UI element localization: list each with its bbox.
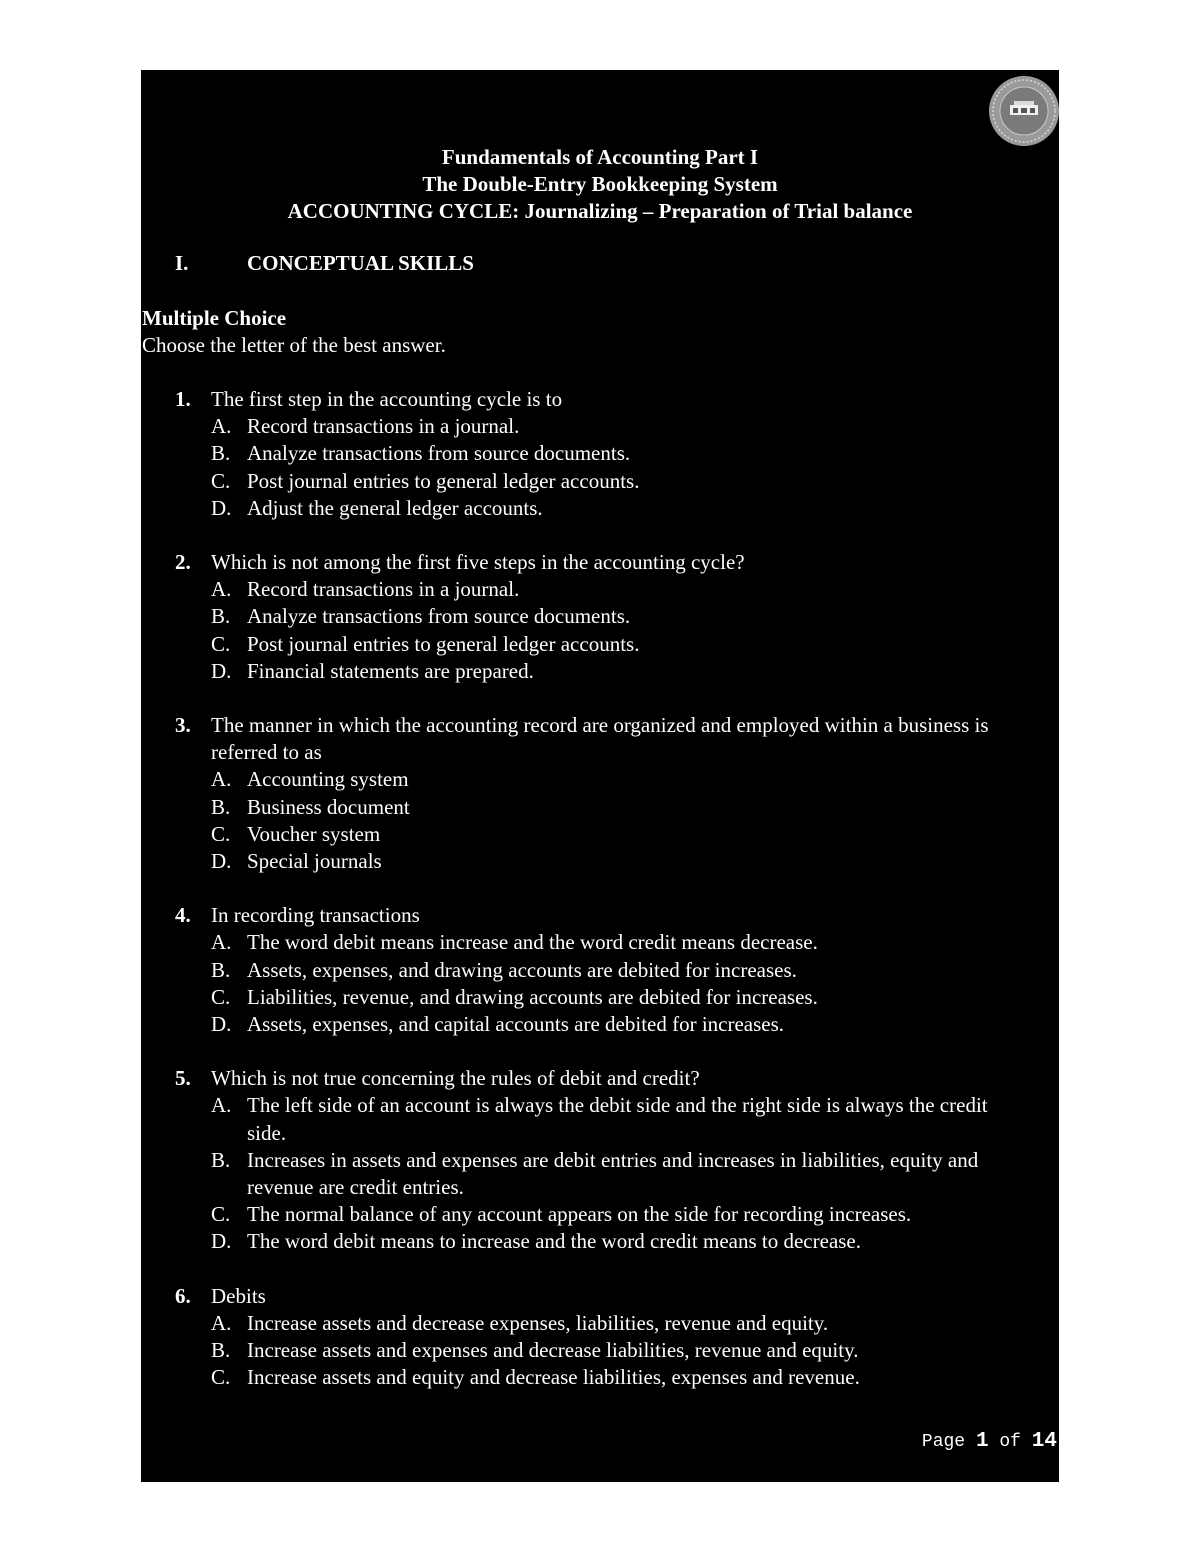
option-text: Business document [247,794,410,819]
option-text: Increase assets and expenses and decrease liabilities, revenue and equity. [247,1338,859,1363]
page-current: 1 [975,1430,989,1453]
option-text: Increases in assets and expenses are debit entries and increases in liabilities, equity and revenue are credit entries. [247,1147,979,1200]
option-letter: C. [211,821,231,846]
question-text: The manner in which the accounting record are organized and employed within a business is referred to as [211,713,989,765]
question-number: 3. [175,713,191,738]
question-text: The first step in the accounting cycle is to [211,387,563,411]
option-text: Accounting system [247,767,409,792]
option-letter: C. [211,468,231,493]
option-text: The word debit means increase and the word credit means decrease. [247,930,818,955]
answer-option [211,957,1031,984]
page-word: Page [921,1432,966,1452]
answer-option [211,1310,1031,1337]
option-letter: D. [211,849,232,874]
answer-option [211,1228,1031,1255]
answer-option [211,1201,1031,1228]
option-letter: A. [211,930,232,955]
answer-option [211,658,1031,685]
answer-option [211,495,1031,522]
question-text: Which is not true concerning the rules of debit and credit? [211,1066,700,1091]
option-text: Assets, expenses, and capital accounts are debited for increases. [247,1012,785,1037]
option-text: Record transactions in a journal. [247,414,520,439]
answer-option [211,1147,1031,1201]
option-letter: B. [211,604,231,629]
option-letter: C. [211,631,231,656]
answer-option [211,984,1031,1011]
question-number: 6. [175,1283,191,1308]
university-seal-icon [988,75,1060,147]
option-text: Adjust the general ledger accounts. [247,495,543,520]
section-number: I. [175,251,189,275]
answer-option [211,848,1031,875]
answer-option [211,413,1031,440]
option-letter: A. [211,414,232,439]
question-number: 4. [175,903,191,928]
option-text: Post journal entries to general ledger accounts. [247,468,640,493]
option-letter: B. [211,441,231,466]
page-number-footer [922,1430,1057,1453]
option-letter: C. [211,1365,231,1390]
answer-option [211,1337,1031,1364]
option-text: Analyze transactions from source documents. [247,604,631,629]
instruction-text: Choose the letter of the best answer. [142,333,446,357]
question-text: Debits [211,1283,266,1308]
question-number: 1. [175,387,191,411]
option-letter: A. [211,767,232,792]
option-letter: D. [211,1229,232,1254]
course-title: Fundamentals of Accounting Part I [441,145,759,169]
option-letter: B. [211,957,231,982]
question-item [141,386,1059,522]
option-text: Increase assets and decrease expenses, liabilities, revenue and equity. [247,1310,829,1335]
question-text: Which is not among the first five steps in the accounting cycle? [211,550,745,575]
option-text: The word debit means to increase and the word credit means to decrease. [247,1229,862,1254]
question-item [141,712,1059,875]
question-number: 5. [175,1066,191,1091]
option-text: The normal balance of any account appears on the side for recording increases. [247,1202,912,1227]
document-page [141,70,1059,1482]
answer-option [211,468,1031,495]
option-text: Record transactions in a journal. [247,577,520,602]
option-text: Special journals [247,849,382,874]
answer-option [211,631,1031,658]
option-letter: A. [211,1093,232,1118]
option-text: Financial statements are prepared. [247,658,534,683]
multiple-choice-heading: Multiple Choice [142,306,287,330]
answer-option [211,821,1031,848]
option-letter: B. [211,794,231,819]
answer-option [211,440,1031,467]
question-text: In recording transactions [211,903,420,928]
answer-option [211,1092,1031,1146]
question-item [141,1283,1059,1392]
answer-option [211,929,1031,956]
answer-option [211,1011,1031,1038]
option-letter: B. [211,1338,231,1363]
question-item [141,902,1059,1038]
option-text: Analyze transactions from source documents. [247,441,631,466]
question-item [141,1065,1059,1255]
question-number: 2. [175,550,191,575]
option-text: Increase assets and equity and decrease liabilities, expenses and revenue. [247,1365,860,1390]
option-letter: D. [211,495,232,520]
answer-option [211,1364,1031,1391]
topic-title: The Double-Entry Bookkeeping System [422,172,778,196]
option-text: Voucher system [247,821,381,846]
question-item [141,549,1059,685]
option-letter: A. [211,1310,232,1335]
option-letter: A. [211,577,232,602]
option-letter: C. [211,984,231,1009]
answer-option [211,794,1031,821]
of-word: of [999,1432,1021,1452]
answer-option [211,603,1031,630]
answer-option [211,766,1031,793]
option-text: Post journal entries to general ledger accounts. [247,631,640,656]
document-title [141,144,1059,225]
answer-option [211,576,1031,603]
option-letter: D. [211,658,232,683]
subtopic-title: ACCOUNTING CYCLE: Journalizing – Preparation of Trial balance [287,199,913,223]
section-title: CONCEPTUAL SKILLS [247,251,474,275]
option-text: Liabilities, revenue, and drawing accounts are debited for increases. [247,984,818,1009]
option-letter: D. [211,1012,232,1037]
question-list [141,386,1059,1419]
page-total: 14 [1031,1430,1057,1453]
option-letter: C. [211,1202,231,1227]
option-text: Assets, expenses, and drawing accounts are debited for increases. [247,957,797,982]
option-letter: B. [211,1147,231,1172]
option-text: The left side of an account is always the debit side and the right side is always the credit side. [247,1093,988,1145]
